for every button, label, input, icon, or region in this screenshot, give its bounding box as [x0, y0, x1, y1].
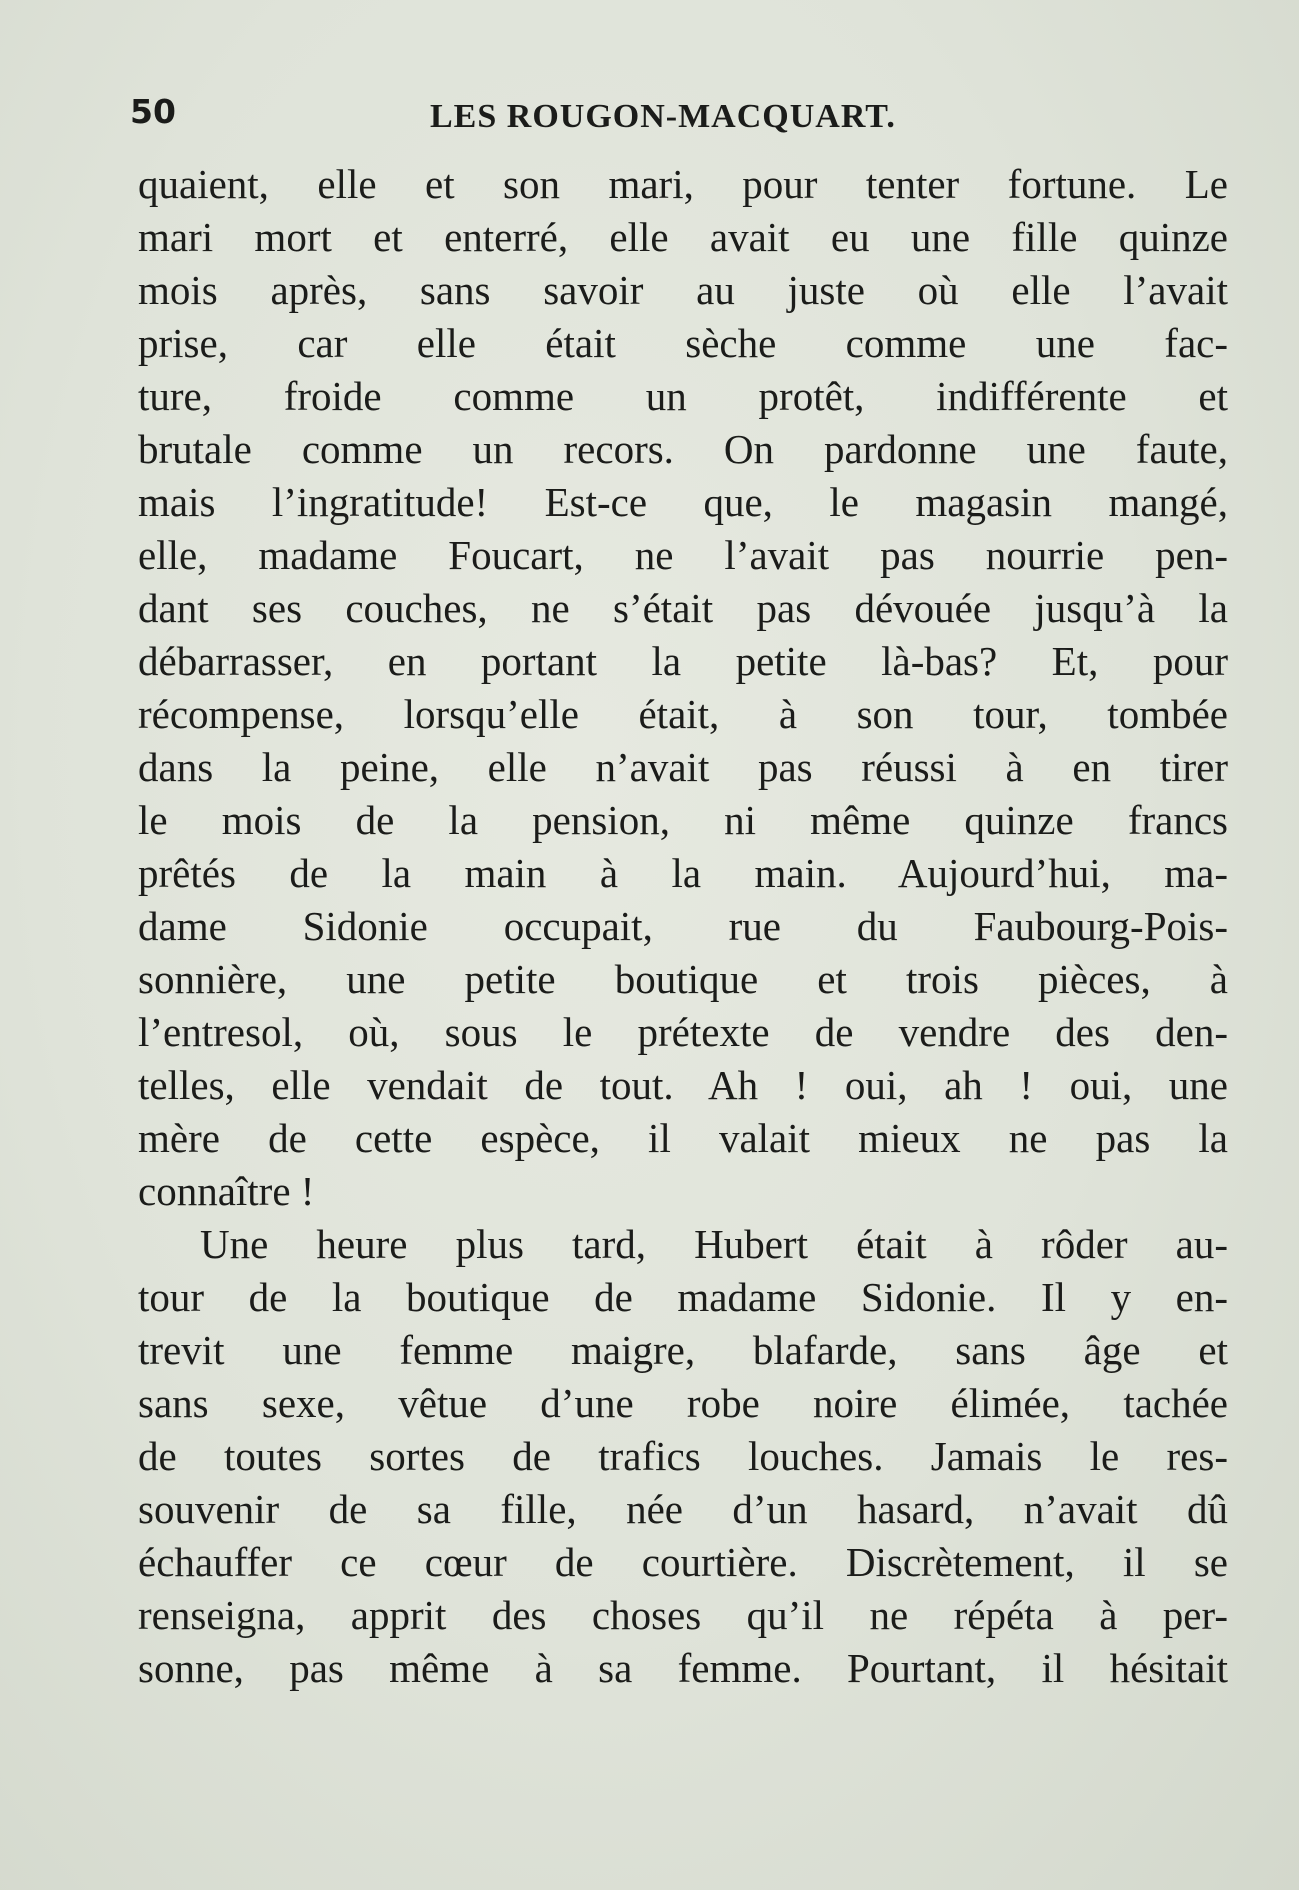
text-line: souvenir de sa fille, née d’un hasard, n’avait dû [138, 1486, 1228, 1532]
text-line: prise, car elle était sèche comme une fac- [138, 320, 1228, 366]
text-line: dame Sidonie occupait, rue du Faubourg-Pois- [138, 903, 1228, 949]
text-line: Une heure plus tard, Hubert était à rôder au- [200, 1221, 1228, 1267]
text-line: tour de la boutique de madame Sidonie. Il y en- [138, 1274, 1228, 1320]
text-line: mois après, sans savoir au juste où elle l’avait [138, 267, 1228, 313]
page-number: 50 [130, 92, 176, 131]
text-line: brutale comme un recors. On pardonne une faute, [138, 426, 1228, 472]
text-line: sans sexe, vêtue d’une robe noire élimée, tachée [138, 1380, 1228, 1426]
text-line: mari mort et enterré, elle avait eu une fille quinze [138, 214, 1228, 260]
text-line: sonne, pas même à sa femme. Pourtant, il hésitait [138, 1645, 1228, 1691]
text-line: elle, madame Foucart, ne l’avait pas nourrie pen- [138, 532, 1228, 578]
text-line: l’entresol, où, sous le prétexte de vendre des den- [138, 1009, 1228, 1055]
text-line: renseigna, apprit des choses qu’il ne répéta à per- [138, 1592, 1228, 1638]
body-text [138, 158, 1228, 1695]
paragraph-2 [138, 1218, 1228, 1695]
text-line: trevit une femme maigre, blafarde, sans âge et [138, 1327, 1228, 1373]
text-line: connaître ! [138, 1168, 315, 1214]
text-line: échauffer ce cœur de courtière. Discrètement, il se [138, 1539, 1228, 1585]
text-line: le mois de la pension, ni même quinze francs [138, 797, 1228, 843]
text-line: ture, froide comme un protêt, indifférente et [138, 373, 1228, 419]
text-line: dans la peine, elle n’avait pas réussi à en tirer [138, 744, 1228, 790]
text-line: récompense, lorsqu’elle était, à son tour, tombée [138, 691, 1228, 737]
text-line: telles, elle vendait de tout. Ah ! oui, ah ! oui, une [138, 1062, 1228, 1108]
page-header [130, 92, 1230, 148]
text-line: sonnière, une petite boutique et trois pièces, à [138, 956, 1228, 1002]
text-line: prêtés de la main à la main. Aujourd’hui, ma- [138, 850, 1228, 896]
paragraph-1 [138, 158, 1228, 1218]
text-line: dant ses couches, ne s’était pas dévouée jusqu’à la [138, 585, 1228, 631]
text-line: mais l’ingratitude! Est-ce que, le magasin mangé, [138, 479, 1228, 525]
text-line: débarrasser, en portant la petite là-bas? Et, pour [138, 638, 1228, 684]
text-line: mère de cette espèce, il valait mieux ne pas la [138, 1115, 1228, 1161]
text-line: de toutes sortes de trafics louches. Jamais le res- [138, 1433, 1228, 1479]
text-line: quaient, elle et son mari, pour tenter fortune. Le [138, 161, 1228, 207]
running-title: LES ROUGON-MACQUART. [430, 98, 896, 135]
